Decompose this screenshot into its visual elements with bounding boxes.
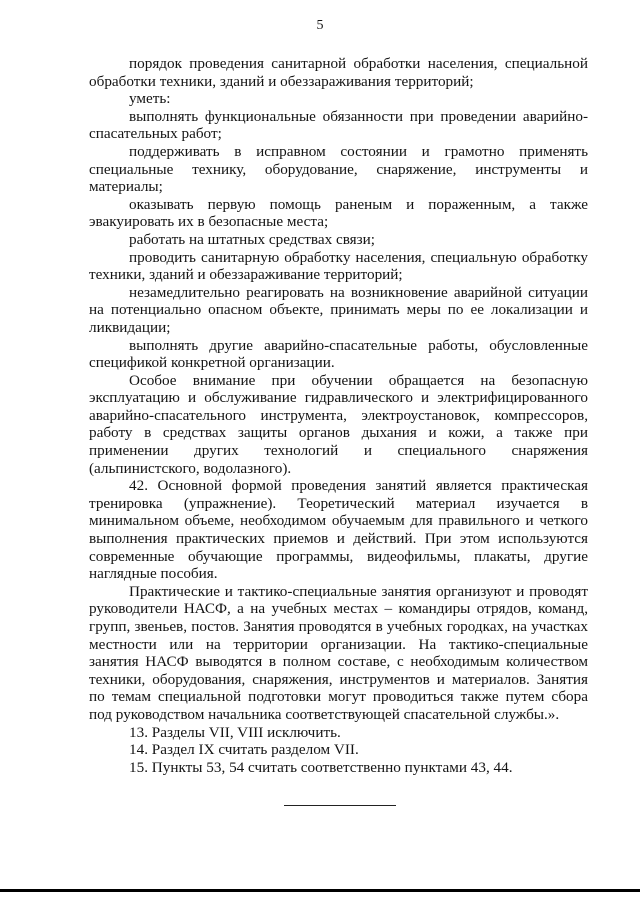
paragraph: Практические и тактико-специальные занятия организуют и проводят руководители НАСФ, а на учебных местах – командиры отрядов, команд, групп, звеньев, постов. Занятия проводятся в учебных городках, на участках местности или на территории организации. На тактико-специальные занятия НАСФ выводятся в полном составе, с необходимым количеством техники, оборудования, снаряжения, инструментов и материалов. Занятия по темам специальной подготовки могут проводиться также путем сбора под руководством начальника соответствующей спасательной службы.».	[89, 582, 588, 723]
paragraph: уметь:	[129, 90, 171, 108]
paragraph: 13. Разделы VII, VIII исключить.	[129, 723, 341, 741]
paragraph: проводить санитарную обработку населения, специальную обработку техники, зданий и обеззараживание территорий;	[89, 248, 588, 284]
bottom-edge-rule	[0, 889, 640, 892]
separator-line	[284, 805, 396, 806]
paragraph: выполнять функциональные обязанности при проведении аварийно-спасательных работ;	[89, 107, 588, 143]
paragraph: оказывать первую помощь раненым и пораженным, а также эвакуировать их в безопасные места;	[89, 195, 588, 231]
paragraph: поддерживать в исправном состоянии и грамотно применять специальные технику, оборудование, снаряжение, инструменты и материалы;	[89, 142, 588, 196]
paragraph: работать на штатных средствах связи;	[129, 230, 376, 248]
paragraph: выполнять другие аварийно-спасательные работы, обусловленные спецификой конкретной организации.	[89, 336, 588, 372]
paragraph: Особое внимание при обучении обращается на безопасную эксплуатацию и обслуживание гидравлического и электрифицированного аварийно-спасательного инструмента, электроустановок, компрессоров, работу в средствах защиты органов дыхания и кожи, а также при применении других технологий и специального снаряжения (альпинистского, водолазного).	[89, 371, 588, 477]
paragraph: 42. Основной формой проведения занятий является практическая тренировка (упражнение). Теоретический материал изучается в минимальном объеме, необходимом обучаемым для правильного и четкого выполнения практических приемов и действий. При этом используются современные обучающие программы, видеофильмы, плакаты, другие наглядные пособия.	[89, 477, 588, 583]
paragraph: порядок проведения санитарной обработки населения, специальной обработки техники, зданий и обеззараживания территорий;	[89, 55, 588, 90]
document-body	[89, 55, 588, 776]
paragraph: 14. Раздел IX считать разделом VII.	[129, 741, 359, 759]
page-number: 5	[316, 18, 324, 33]
paragraph: 15. Пункты 53, 54 считать соответственно пунктами 43, 44.	[129, 758, 513, 776]
paragraph: незамедлительно реагировать на возникновение аварийной ситуации на потенциально опасном объекте, принимать меры по ее локализации и ликвидации;	[89, 283, 588, 336]
